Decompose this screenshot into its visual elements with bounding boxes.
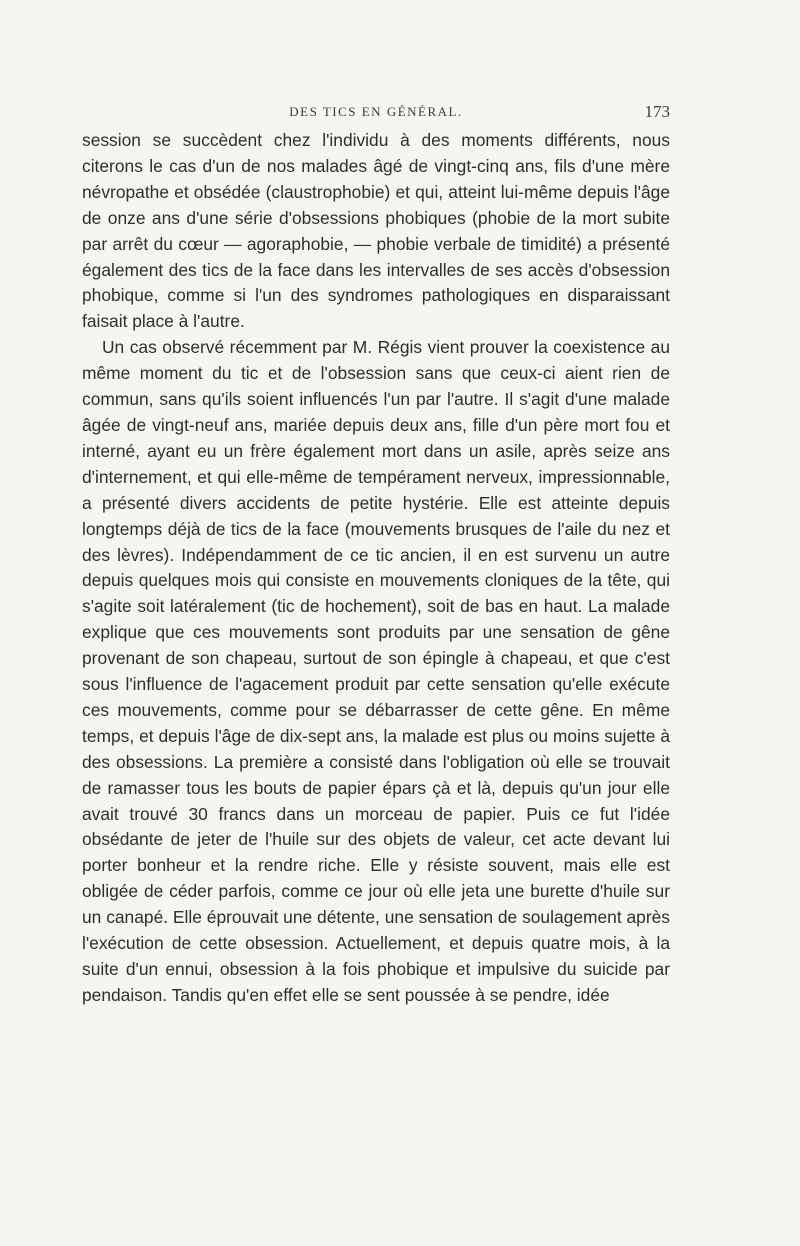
running-header (82, 102, 670, 124)
body-text (82, 128, 670, 1009)
page-number: 173 (644, 102, 670, 121)
running-title: DES TICS EN GÉNÉRAL. (289, 104, 463, 119)
paragraph: session se succèdent chez l'individu à des moments différents, nous citerons le cas d'un de nos malades âgé de vingt-cinq ans, fils d'une mère névropathe et obsédée (claustrophobie) et qui, atteint lui-même depuis l'âge de onze ans d'une série d'obsessions phobiques (phobie de la mort subite par arrêt du cœur — agoraphobie, — phobie verbale de timidité) a présenté également des tics de la face dans les intervalles de ses accès d'obsession phobique, comme si l'un des syndromes pathologiques en disparaissant faisait place à l'autre. (82, 130, 670, 332)
paragraph: Un cas observé récemment par M. Régis vient prouver la coexistence au même moment du tic et de l'obsession sans que ceux-ci aient rien de commun, sans qu'ils soient influencés l'un par l'autre. Il s'agit d'une malade âgée de vingt-neuf ans, mariée depuis deux ans, fille d'un père mort fou et interné, ayant eu un frère également mort dans un asile, après seize ans d'internement, et qui elle-même de tempérament nerveux, impressionnable, a présenté divers accidents de petite hystérie. Elle est atteinte depuis longtemps déjà de tics de la face (mouvements brusques de l'aile du nez et des lèvres). Indépendamment de ce tic ancien, il en est survenu un autre depuis quelques mois qui consiste en mouvements cloniques de la tête, qui s'agite soit latéralement (tic de hochement), soit de bas en haut. La malade explique que ces mouvements sont produits par une sensation de gêne provenant de son chapeau, surtout de son épingle à chapeau, et que c'est sous l'influence de l'agacement produit par cette sensation qu'elle exécute ces mouvements, comme pour se débarrasser de cette gêne. En même temps, et depuis l'âge de dix-sept ans, la malade est plus ou moins sujette à des obsessions. La première a consisté dans l'obligation où elle se trouvait de ramasser tous les bouts de papier épars çà et là, depuis qu'un jour elle avait trouvé 30 francs dans un morceau de papier. Puis ce fut l'idée obsédante de jeter de l'huile sur des objets de valeur, cet acte devant lui porter bonheur et la rendre riche. Elle y résiste souvent, mais elle est obligée de céder parfois, comme ce jour où elle jeta une burette d'huile sur un canapé. Elle éprouvait une détente, une sensation de soulagement après l'exécution de cette obsession. Actuellement, et depuis quatre mois, à la suite d'un ennui, obsession à la fois phobique et impulsive du suicide par pendaison. Tandis qu'en effet elle se sent poussée à se pendre, idée (82, 337, 670, 1005)
